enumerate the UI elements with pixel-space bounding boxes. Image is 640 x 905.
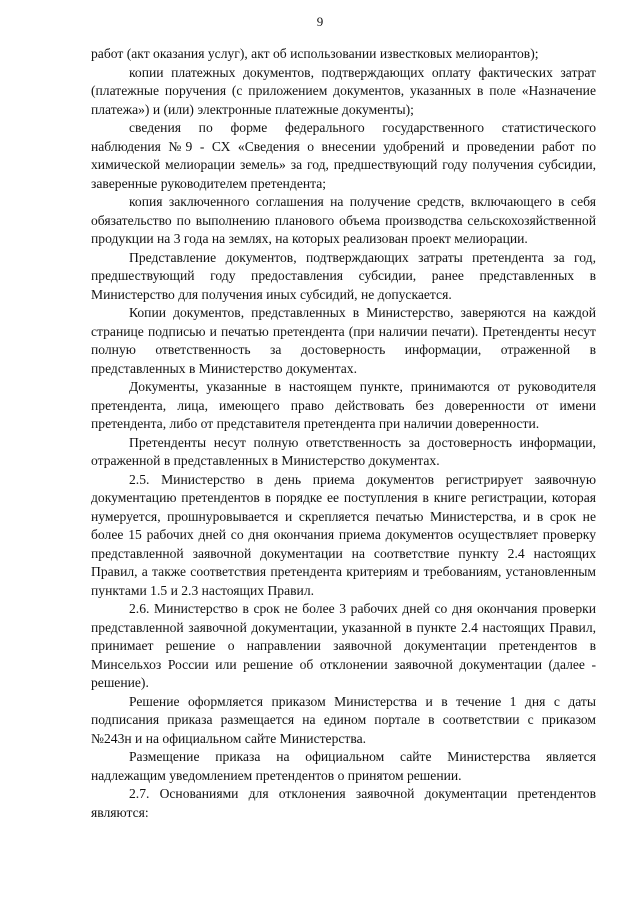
paragraph-submission-restriction: Представление документов, подтверждающих затраты претендента за год, предшествующий году предоставления субсидии, ранее представленных в Министерство для получения иных субсидий, не допускается. (91, 249, 596, 302)
paragraph-responsibility: Претенденты несут полную ответственность за достоверность информации, отраженной в представленных в Министерство документах. (91, 434, 596, 468)
paragraph-document-certification: Копии документов, представленных в Министерство, заверяются на каждой странице подписью и печатью претендента (при наличии печати). Претенденты несут полную ответственность за достоверность информации, отраженной в представленных в Министерство документах. (91, 305, 596, 376)
document-body (91, 45, 596, 822)
paragraph-publication-notice: Размещение приказа на официальном сайте Министерства является надлежащим уведомлением претендентов о принятом решении. (91, 749, 596, 783)
paragraph-acceptance: Документы, указанные в настоящем пункте, принимаются от руководителя претендента, лица, имеющего право действовать без доверенности от имени претендента, либо от представителя претендента при наличии доверенности. (91, 379, 596, 431)
paragraph-decision-order: Решение оформляется приказом Министерства и в течение 1 дня с даты подписания приказа размещается на едином портале в соответствии с приказом №243н и на официальном сайте Министерства. (91, 693, 596, 746)
paragraph-2-7: 2.7. Основаниями для отклонения заявочной документации претендентов являются: (91, 786, 596, 820)
paragraph-2-6: 2.6. Министерство в срок не более 3 рабочих дней со дня окончания проверки представленной заявочной документации, указанной в пункте 2.4 настоящих Правил, принимает решение о направлении заявочной документации претендентов в Минсельхоз России или решение об отклонении заявочной документации (далее - решение). (91, 601, 596, 690)
paragraph-continuation: работ (акт оказания услуг), акт об использовании известковых мелиорантов); (91, 46, 539, 61)
paragraph-2-5: 2.5. Министерство в день приема документов регистрирует заявочную документацию претендентов в порядке ее поступления в книге регистрации, которая нумеруется, прошнуровывается и скрепляется печатью Министерства, и в срок не более 15 рабочих дней со дня окончания приема документов осуществляет проверку представленной заявочной документации на соответствие пункту 2.4 настоящих Правил, а также соответствия претендента критериям и требованиям, установленным пунктами 1.5 и 2.3 настоящих Правил. (91, 471, 596, 598)
page-number: 9 (316, 14, 324, 29)
paragraph-agreement-copy: копия заключенного соглашения на получение средств, включающего в себя обязательство по выполнению планового объема производства сельскохозяйственной продукции на 3 года на землях, на которых реализован проект мелиорации. (91, 194, 596, 246)
paragraph-payment-copies: копии платежных документов, подтверждающих оплату фактических затрат (платежные поручения (с приложением документов, указанных в поле «Назначение платежа») и (или) электронные платежные документы); (91, 64, 596, 117)
paragraph-statistics-form: сведения по форме федерального государственного статистического наблюдения №9 - СХ «Сведения о внесении удобрений и проведении работ по химической мелиорации земель» за год, предшествующий году получения субсидии, заверенные руководителем претендента; (91, 120, 596, 191)
